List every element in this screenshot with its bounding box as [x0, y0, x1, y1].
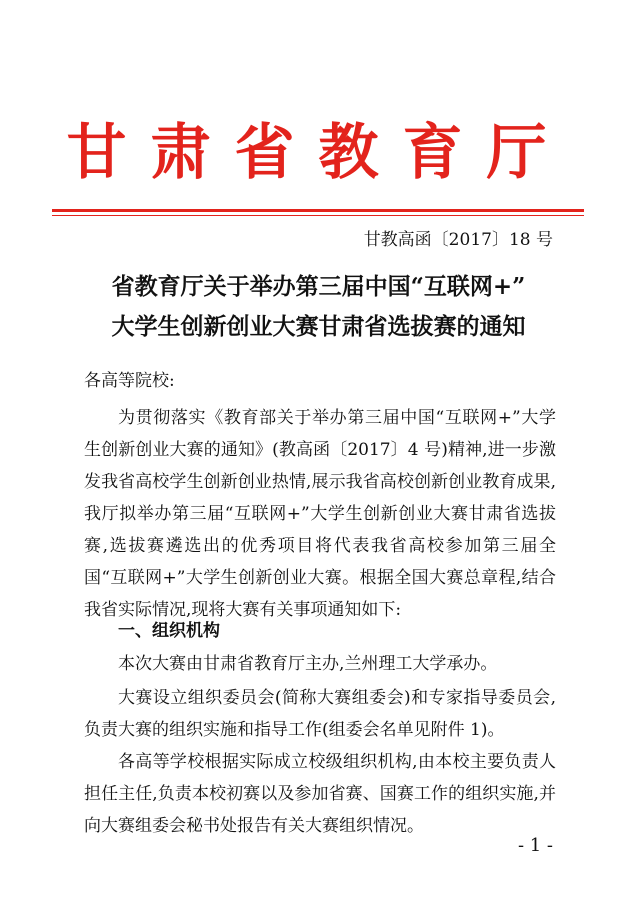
page-number: - 1 - — [517, 835, 553, 856]
notice-title-line-2: 大学生创新创业大赛甘肃省选拔赛的通知 — [111, 313, 526, 340]
masthead-rule-thick — [52, 209, 584, 212]
section-heading: 一、组织机构 — [118, 621, 220, 641]
salutation: 各高等院校: — [84, 371, 175, 391]
school-organization-paragraph: 各高等学校根据实际成立校级组织机构,由本校主要负责人担任主任,负责本校初赛以及参加省赛、国赛工作的组织实施,并向大赛组委会秘书处报告有关大赛组织情况。 — [84, 752, 556, 836]
masthead-title: 甘肃省教育厅 — [66, 118, 571, 188]
document-number: 甘教高函〔2017〕18 号 — [363, 230, 553, 250]
intro-paragraph: 为贯彻落实《教育部关于举办第三届中国“互联网+”大学生创新创业大赛的通知》(教高函〔2017〕4 号)精神,进一步激发我省高校学生创新创业热情,展示我省高校创新创业教育成果,我厅拟举办第三届“互联网+”大学生创新创业大赛甘肃省选拔赛,选拔赛遴选出的优秀项目将代表我省高校参加第三届全国“互联网+”大学生创新创业大赛。根据全国大赛总章程,结合我省实际情况,现将大赛有关事项通知如下: — [84, 408, 556, 620]
notice-title-line-1: 省教育厅关于举办第三届中国“互联网+” — [111, 273, 526, 300]
masthead-rule-thin — [52, 215, 584, 216]
committee-paragraph: 大赛设立组织委员会(简称大赛组委会)和专家指导委员会,负责大赛的组织实施和指导工作(组委会名单见附件 1)。 — [84, 688, 556, 740]
organizer-paragraph: 本次大赛由甘肃省教育厅主办,兰州理工大学承办。 — [118, 654, 498, 674]
